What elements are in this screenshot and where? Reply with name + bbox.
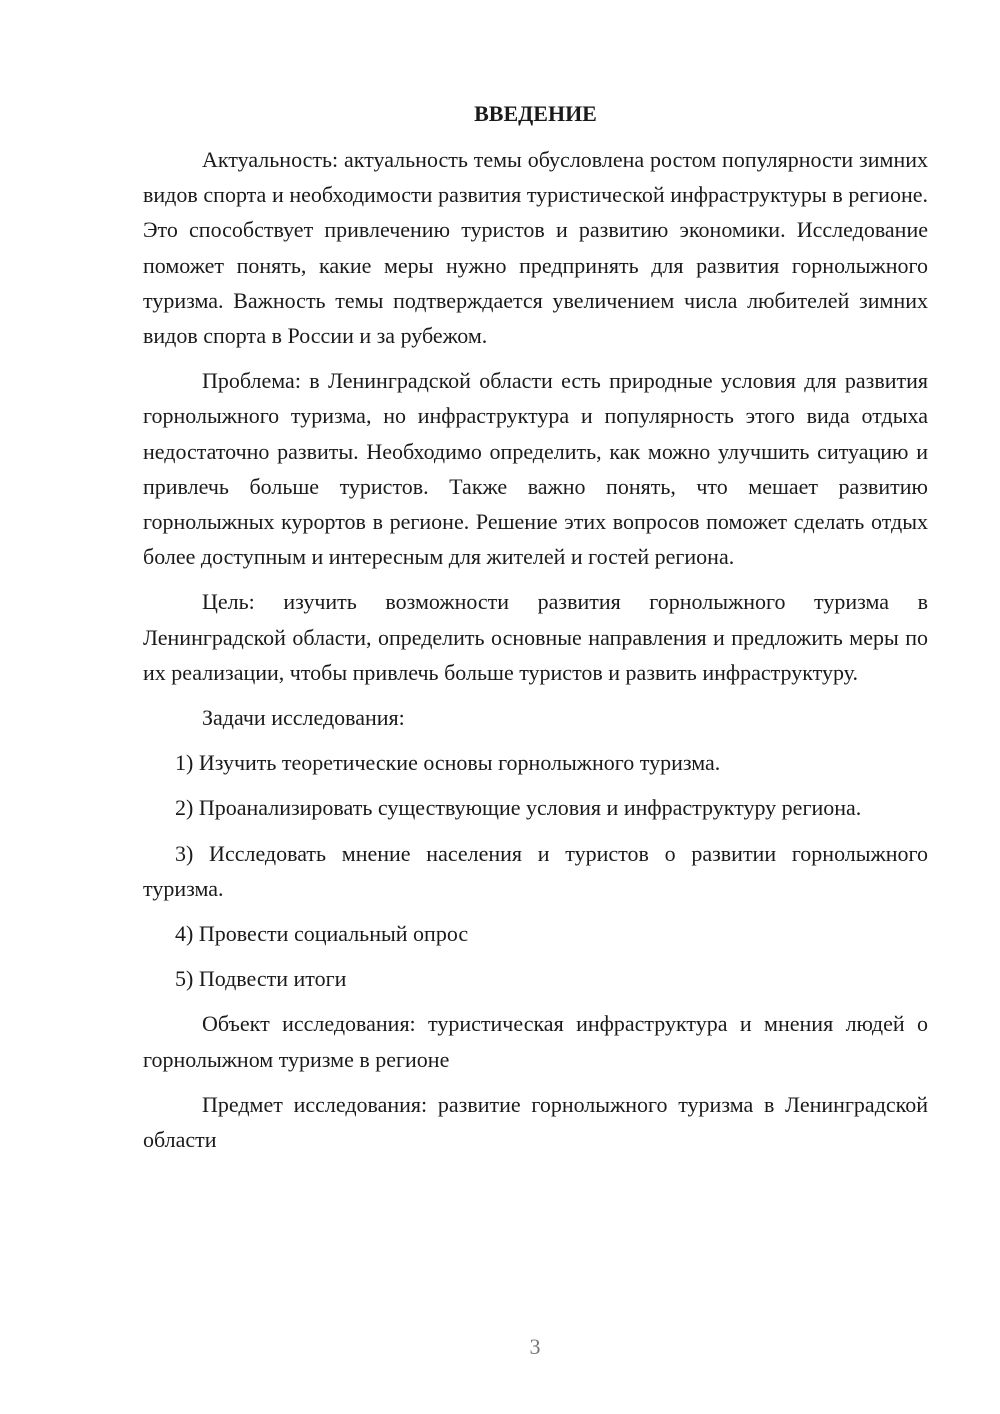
paragraph-object: Объект исследования: туристическая инфраструктура и мнения людей о горнолыжном туризме в регионе — [143, 1011, 928, 1072]
task-item: 3) Исследовать мнение населения и туристов о развитии горнолыжного туризма. — [143, 840, 928, 901]
task-item: 5) Подвести итоги — [175, 966, 347, 992]
paragraph-relevance: Актуальность: актуальность темы обусловлена ростом популярности зимних видов спорта и необходимости развития туристической инфраструктуры в регионе. Это способствует привлечению туристов и развитию экономики. Исследование поможет понять, какие меры нужно предпринять для развития горнолыжного туризма. Важность темы подтверждается увеличением числа любителей зимних видов спорта в России и за рубежом. — [143, 147, 928, 349]
page-number: 3 — [529, 1334, 541, 1359]
paragraph-problem: Проблема: в Ленинградской области есть природные условия для развития горнолыжного туризма, но инфраструктура и популярность этого вида отдыха недостаточно развиты. Необходимо определить, как можно улучшить ситуацию и привлечь больше туристов. Также важно понять, что мешает развитию горнолыжных курортов в регионе. Решение этих вопросов поможет сделать отдых более доступным и интересным для жителей и гостей региона. — [143, 368, 928, 570]
tasks-title: Задачи исследования: — [202, 705, 405, 731]
task-item: 4) Провести социальный опрос — [175, 921, 469, 947]
section-heading: ВВЕДЕНИЕ — [474, 101, 597, 126]
task-item: 2) Проанализировать существующие условия и инфраструктуру региона. — [175, 795, 862, 821]
paragraph-goal: Цель: изучить возможности развития горнолыжного туризма в Ленинградской области, определить основные направления и предложить меры по их реализации, чтобы привлечь больше туристов и развить инфраструктуру. — [143, 589, 928, 685]
document-body — [143, 96, 928, 1167]
task-item: 1) Изучить теоретические основы горнолыжного туризма. — [175, 750, 721, 776]
paragraph-subject: Предмет исследования: развитие горнолыжного туризма в Ленинградской области — [143, 1091, 928, 1153]
